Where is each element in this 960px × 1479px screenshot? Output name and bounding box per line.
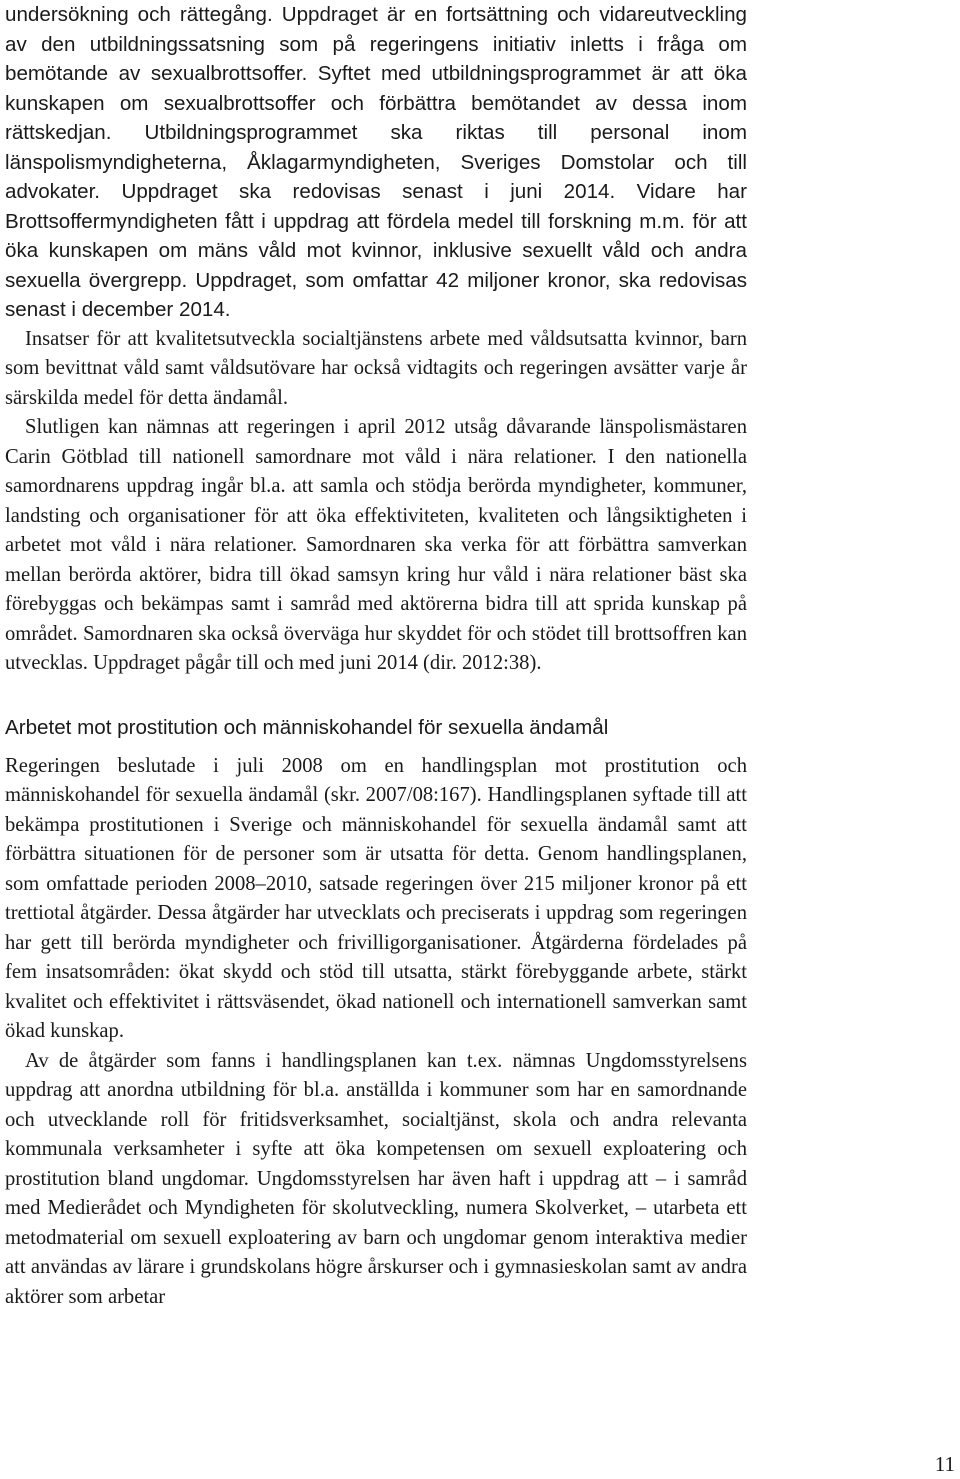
paragraph: Av de åtgärder som fanns i handlingsplanen kan t.ex. nämnas Ungdomsstyrelsens uppdrag att anordna utbildning för bl.a. anställda i kommuner som har en samordnande och utvecklande roll för fritidsverksamhet, socialtjänst, skola och andra relevanta kommunala verksamheter i syfte att öka kompetensen om sexuell exploatering och prostitution bland ungdomar. Ungdomsstyrelsen har även haft i uppdrag att – i samråd med Medierådet och Myndigheten för skolutveckling, numera Skolverket, – utarbeta ett metodmaterial om sexuell exploatering av barn och ungdomar genom interaktiva medier att användas av lärare i grundskolans högre årskurser och i gymnasieskolan samt av andra aktörer som arbetar <box>5 1049 747 1308</box>
paragraph: Slutligen kan nämnas att regeringen i april 2012 utsåg dåvarande länspolismästaren Carin Götblad till nationell samordnare mot våld i nära relationer. I den nationella samordnarens uppdrag ingår bl.a. att samla och stödja berörda myndigheter, kommuner, landsting och organisationer för att öka effektiviteten, kvaliteten och långsiktigheten i arbetet mot våld i nära relationer. Samordnaren ska verka för att förbättra samverkan mellan berörda aktörer, bidra till ökad samsyn kring hur våld i nära relationer bäst ska förebyggas och bekämpas samt i samråd med aktörerna bidra till att sprida kunskap på området. Samordnaren ska också överväga hur skyddet för och stödet till brottsoffren kan utvecklas. Uppdraget pågår till och med juni 2014 (dir. 2012:38). <box>5 416 747 674</box>
paragraph: Insatser för att kvalitetsutveckla socialtjänstens arbete med våldsutsatta kvinnor, barn som bevittnat våld samt våldsutövare har också vidtagits och regeringen avsätter varje år särskilda medel för detta ändamål. <box>5 327 747 409</box>
document-page <box>5 0 747 1312</box>
page-number: 11 <box>934 1452 955 1476</box>
paragraph: undersökning och rättegång. Uppdraget är en fortsättning och vidareutveckling av den utbildningssatsning som på regeringens initiativ inletts i fråga om bemötande av sexualbrottsoffer. Syftet med utbildningsprogrammet är att öka kunskapen om sexualbrottsoffer och förbättra bemötandet av dessa inom rättskedjan. Utbildningsprogrammet ska riktas till personal inom länspolismyndigheterna, Åklagarmyndigheten, Sveriges Domstolar och till advokater. Uppdraget ska redovisas senast i juni 2014. Vidare har Brottsoffermyndigheten fått i uppdrag att fördela medel till forskning m.m. för att öka kunskapen om mäns våld mot kvinnor, inklusive sexuellt våld och andra sexuella övergrepp. Uppdraget, som omfattar 42 miljoner kronor, ska redovisas senast i december 2014. <box>5 3 747 321</box>
section-heading: Arbetet mot prostitution och människohandel för sexuella ändamål <box>5 715 609 739</box>
paragraph: Regeringen beslutade i juli 2008 om en handlingsplan mot prostitution och människohandel för sexuella ändamål (skr. 2007/08:167). Handlingsplanen syftade till att bekämpa prostitutionen i Sverige och människohandel för sexuella ändamål samt att förbättra situationen för de personer som är utsatta för detta. Genom handlingsplanen, som omfattade perioden 2008–2010, satsade regeringen över 215 miljoner kronor på ett trettiotal åtgärder. Dessa åtgärder har utvecklats och preciserats i uppdrag som regeringen har gett till berörda myndigheter och frivilligorganisationer. Åtgärderna fördelades på fem insatsområden: ökat skydd och stöd till utsatta, stärkt förebyggande arbete, stärkt kvalitet och effektivitet i rättsväsendet, ökad nationell och internationell samverkan samt ökad kunskap. <box>5 754 747 1042</box>
